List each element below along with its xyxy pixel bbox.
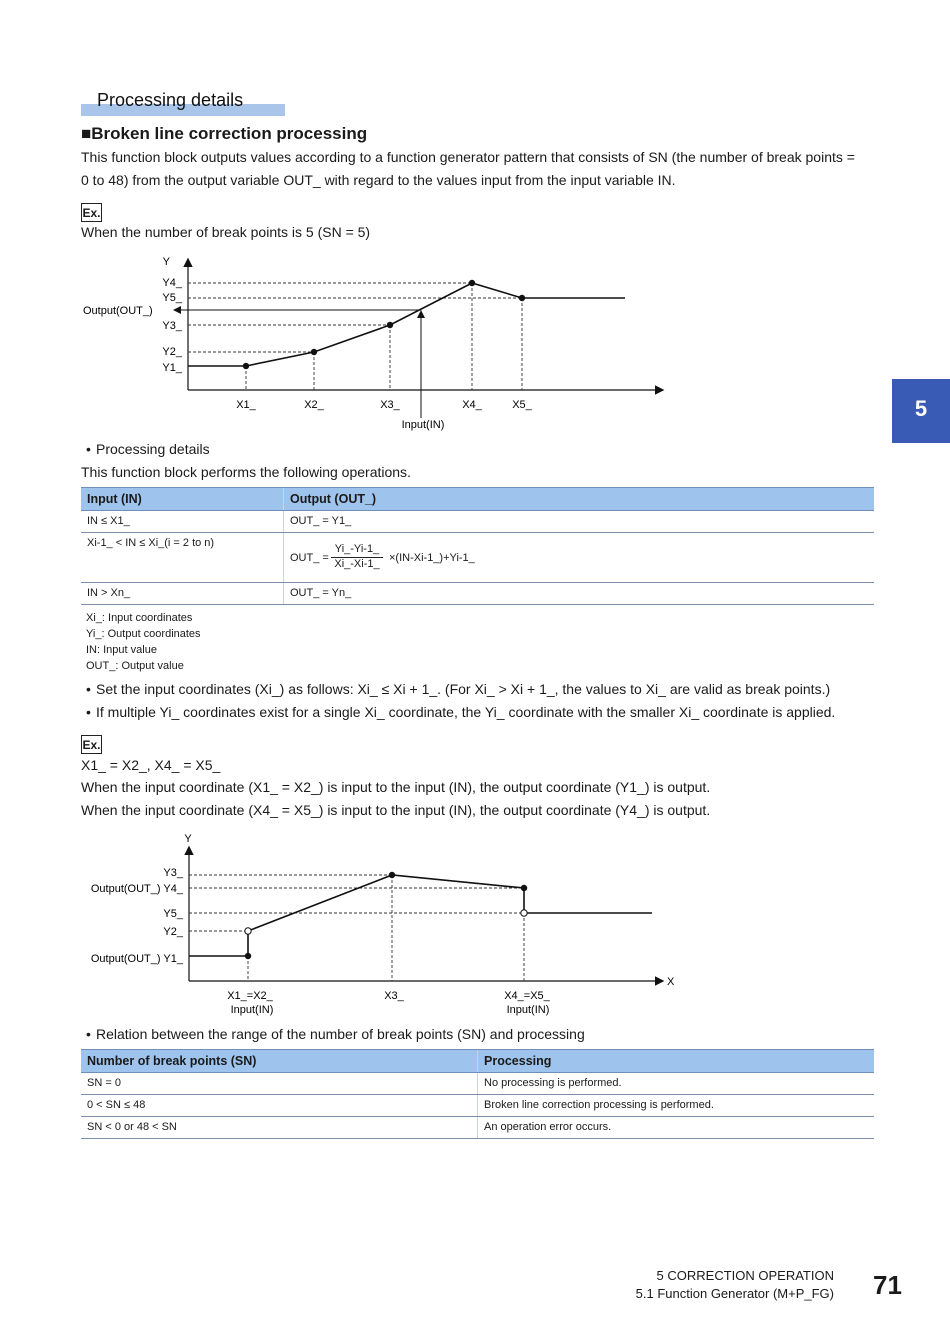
figure-2-diagram xyxy=(0,828,700,1023)
operations-text: This function block performs the following operations. xyxy=(81,464,411,480)
table1-cell: OUT_ = Yn_ xyxy=(284,583,875,605)
fig2-input-label-2: Input(IN) xyxy=(506,1004,550,1016)
fig2-output-y4-label: Output(OUT_) Y4_ xyxy=(90,883,183,895)
note-out: OUT_: Output value xyxy=(86,660,184,672)
formula-prefix: OUT_ = xyxy=(290,552,329,564)
formula-numerator: Yi_-Yi-1_ xyxy=(334,543,380,555)
chapter-tab[interactable]: 5 xyxy=(892,379,950,443)
table1-cell: Xi-1_ < IN ≤ Xi_(i = 2 to n) xyxy=(81,533,284,583)
table1-cell: IN ≤ X1_ xyxy=(81,511,284,533)
section-title: Processing details xyxy=(97,90,244,110)
fig2-x-axis-label: X xyxy=(667,976,675,988)
fig1-y4-label: Y4_ xyxy=(162,277,182,289)
table2-cell: SN = 0 xyxy=(81,1073,478,1095)
fig1-x3-label: X3_ xyxy=(380,399,400,411)
intro-line-2: 0 to 48) from the output variable OUT_ with regard to the values input from the input variable IN. xyxy=(81,172,676,188)
fig2-y-axis-label: Y xyxy=(184,833,192,845)
table2-cell: Broken line correction processing is performed. xyxy=(478,1095,875,1117)
fig1-y5-label: Y5_ xyxy=(162,292,182,304)
fig2-y2-label: Y2_ xyxy=(163,926,183,938)
fig1-x5-label: X5_ xyxy=(512,399,532,411)
fig1-x4-label: X4_ xyxy=(462,399,482,411)
table2-header-processing: Processing xyxy=(478,1050,875,1073)
example2-line-1: X1_ = X2_, X4_ = X5_ xyxy=(81,757,221,773)
table-row xyxy=(81,1117,874,1139)
table1-cell: OUT_ = Y1_ xyxy=(284,511,875,533)
table1-formula-cell xyxy=(284,533,875,583)
formula-suffix: ×(IN-Xi-1_)+Yi-1_ xyxy=(389,552,475,564)
note-yi: Yi_: Output coordinates xyxy=(86,628,201,640)
fig2-y3-label: Y3_ xyxy=(163,867,183,879)
fig1-x2-label: X2_ xyxy=(304,399,324,411)
sn-table xyxy=(81,1049,874,1139)
table2-cell: No processing is performed. xyxy=(478,1073,875,1095)
fig1-output-label: Output(OUT_) xyxy=(83,305,153,317)
example-label-2: Ex. xyxy=(81,735,102,754)
formula-denominator: Xi_-Xi-1_ xyxy=(334,558,380,570)
fig2-output-y1-label: Output(OUT_) Y1_ xyxy=(90,953,183,965)
table1-cell: IN > Xn_ xyxy=(81,583,284,605)
table1-header-input: Input (IN) xyxy=(81,488,284,511)
note-xi: Xi_: Input coordinates xyxy=(86,612,193,624)
table1-header-output: Output (OUT_) xyxy=(284,488,875,511)
fig2-x1x2-label: X1_=X2_ xyxy=(227,990,273,1002)
fig2-x4x5-label: X4_=X5_ xyxy=(504,990,550,1002)
fig1-x1-label: X1_ xyxy=(236,399,256,411)
heading: ■Broken line correction processing xyxy=(81,124,368,143)
fig2-input-label-1: Input(IN) xyxy=(230,1004,274,1016)
intro-line-1: This function block outputs values according to a function generator pattern that consists of SN (the number of break points = xyxy=(81,149,855,165)
fig2-x3-label: X3_ xyxy=(384,990,404,1002)
footer-chapter: 5 CORRECTION OPERATION xyxy=(656,1268,834,1283)
example2-line-3: When the input coordinate (X4_ = X5_) is input to the input (IN), the output coordinate (Y4_) is output. xyxy=(81,802,711,818)
fig1-y-axis-label: Y xyxy=(162,256,170,268)
table2-header-sn: Number of break points (SN) xyxy=(81,1050,478,1073)
figure-1-diagram xyxy=(0,250,700,435)
fig1-y2-label: Y2_ xyxy=(162,346,182,358)
table2-cell: SN < 0 or 48 < SN xyxy=(81,1117,478,1139)
table-row xyxy=(81,1095,874,1117)
table2-cell: 0 < SN ≤ 48 xyxy=(81,1095,478,1117)
example1-caption: When the number of break points is 5 (SN = 5) xyxy=(81,224,371,240)
page-number: 71 xyxy=(873,1270,902,1300)
fig2-y5-label: Y5_ xyxy=(163,908,183,920)
fig1-y1-label: Y1_ xyxy=(162,362,182,374)
bullet-processing-details: • Processing details xyxy=(86,441,210,457)
example-label: Ex. xyxy=(81,203,102,222)
fig1-y3-label: Y3_ xyxy=(162,320,182,332)
table-row xyxy=(81,533,874,583)
fig1-input-label: Input(IN) xyxy=(401,419,445,431)
note-in: IN: Input value xyxy=(86,644,157,656)
table2-cell: An operation error occurs. xyxy=(478,1117,875,1139)
bullet-set-input: • Set the input coordinates (Xi_) as follows: Xi_ ≤ Xi + 1_. (For Xi_ > Xi + 1_, the values to Xi_ are valid as break points.) xyxy=(86,681,831,697)
operations-table xyxy=(81,487,874,605)
table-row xyxy=(81,511,874,533)
bullet-relation: • Relation between the range of the number of break points (SN) and processing xyxy=(86,1026,585,1042)
example2-line-2: When the input coordinate (X1_ = X2_) is input to the input (IN), the output coordinate (Y1_) is output. xyxy=(81,779,711,795)
footer-section: 5.1 Function Generator (M+P_FG) xyxy=(635,1286,834,1301)
table-row xyxy=(81,583,874,605)
bullet-multiple-yi: • If multiple Yi_ coordinates exist for a single Xi_ coordinate, the Yi_ coordinate with the smaller Xi_ coordinate is applied. xyxy=(86,704,836,720)
table-row xyxy=(81,1073,874,1095)
